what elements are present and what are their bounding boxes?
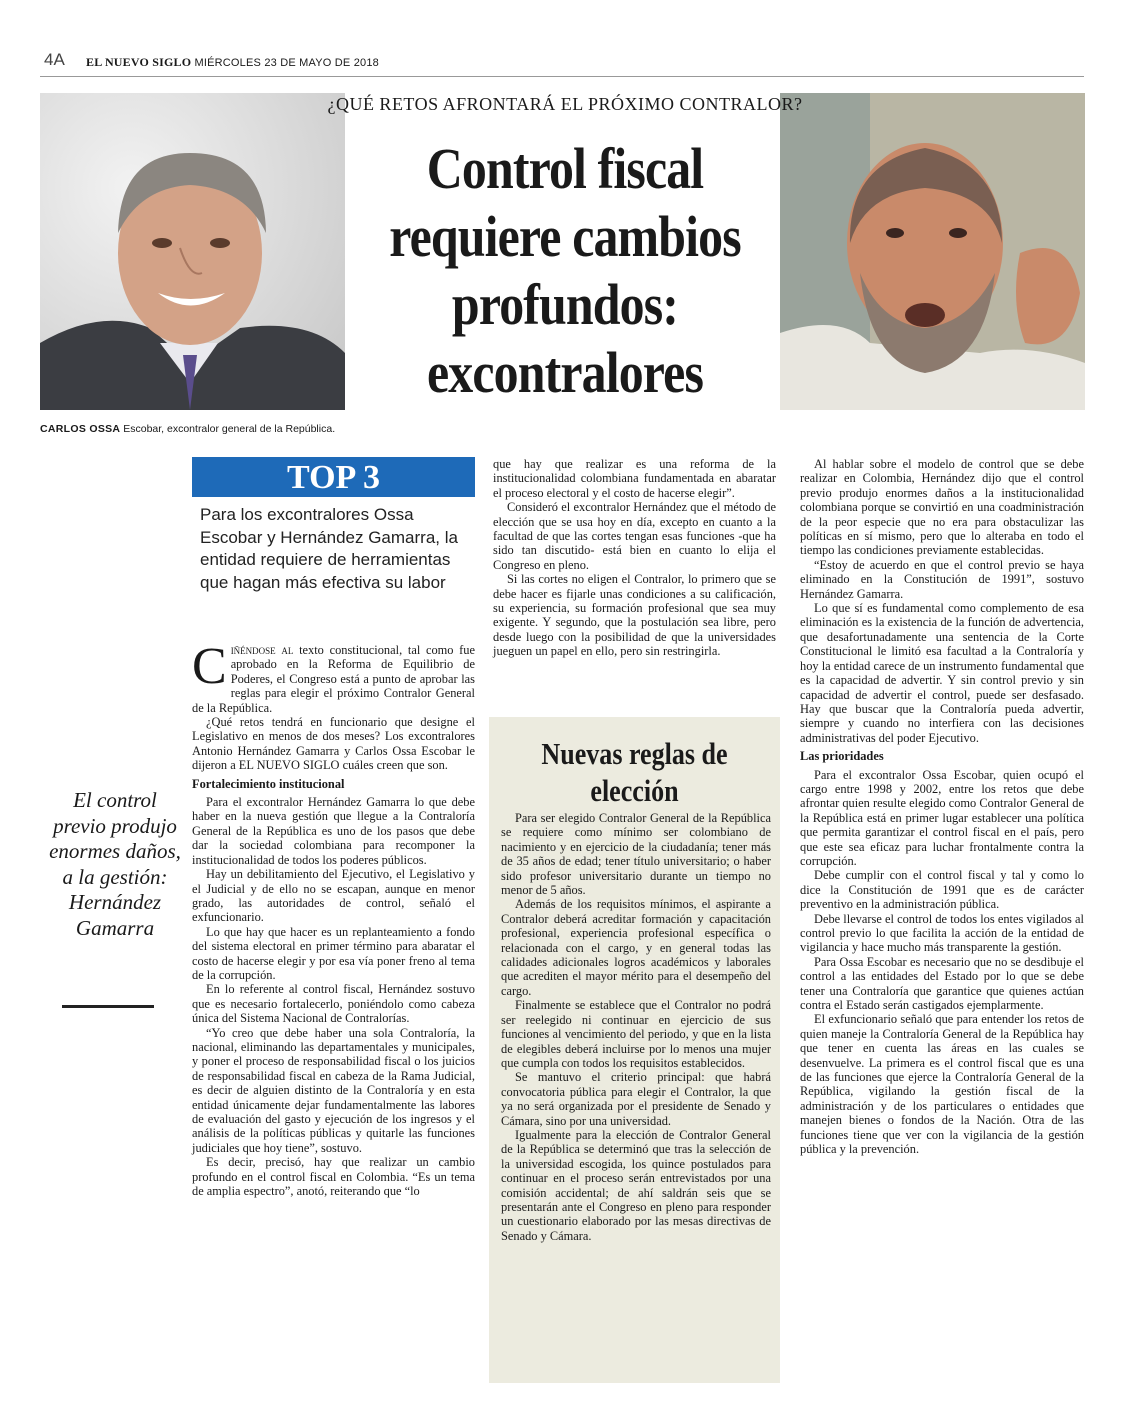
body-paragraph: Hay un debilitamiento del Ejecutivo, el Legislativo y el Judicial y de ello no se escapan, aunque en menor grado, las autoridades de control, señaló el exfuncionario. [192, 867, 475, 925]
sidebar-body [501, 811, 771, 1243]
caption-name: CARLOS OSSA [40, 423, 121, 435]
article-headline: Control fiscal requiere cambios profundos: excontralores [389, 136, 741, 405]
masthead [86, 55, 379, 70]
body-paragraph: Para el excontralor Hernández Gamarra lo que debe haber en la nueva gestión que llegue a la Contraloría General de la República es uno de los pasos que debe dar la sociedad colombiana para recomponer la institucionalidad de todos los poderes públicos. [192, 795, 475, 867]
pull-quote: El control previo produjo enormes daños, a la gestión: Hernández Gamarra [49, 788, 181, 940]
article-subdeck: Para los excontralores Ossa Escobar y Hernández Gamarra, la entidad requiere de herramientas que hagan más efectiva su labor [200, 505, 458, 592]
body-paragraph: Para Ossa Escobar es necesario que no se desdibuje el control a las entidades del Estado por lo que se debe tener una Contraloría que garantice que quienes actúan contra el Estado serán castigados ejemplarmente. [800, 954, 1084, 1013]
subhead-fortalecimiento: Fortalecimiento institucional [192, 776, 345, 791]
lead-paragraph [192, 638, 476, 715]
sidebar-title: Nuevas reglas de elección [541, 736, 728, 808]
pull-quote-rule [62, 1005, 154, 1008]
header-rule [40, 76, 1084, 77]
sidebar-paragraph: Además de los requisitos mínimos, el aspirante a Contralor deberá acreditar formación y capacitación profesional, experiencia profesional específica o relacionada con el cargo, y en general todas las calidades adicionales logros académicos y laborales que acrediten el mayor mérito para el desempeño del cargo. [501, 897, 771, 998]
top3-banner: TOP 3 [192, 457, 475, 497]
body-paragraph: ¿Qué retos tendrá en funcionario que designe el Legislativo en menos de dos meses? Los excontralores Antonio Hernández Gamarra y Carlos Ossa Escobar le dijeron a EL NUEVO SIGLO cuáles creen que son. [192, 715, 475, 773]
body-paragraph: El exfuncionario señaló que para entender los retos de quien maneje la Contraloría General de la República hay que tener en cuenta las áreas en las cuales se desenvuelve. La primera es el control fiscal que es una de las funciones que ejerce la Contraloría General de la República, vigilando la gestión fiscal de la administración y de los particulares o entidades que manejen bienes o fondos de la Nación. Otra de las funciones tiene que ver con la vigilancia de la gestión pública y la prevención. [800, 1012, 1084, 1157]
body-paragraph: Para el excontralor Ossa Escobar, quien ocupó el cargo entre 1998 y 2002, entre los retos que debe afrontar quien resulte elegido como Contralor General de la República está en primer lugar establecer una política que permita garantizar el control fiscal en el país, pero que este sea eficaz para luchar frontalmente contra la corrupción. [800, 767, 1084, 868]
photo-caption [40, 423, 335, 435]
lead-text: texto constitucional, tal como fue aprobado en la Reforma de Equilibrio de Poderes, el Congreso está a punto de aprobar las reglas para elegir el próximo Contralor General de la República. [192, 643, 476, 715]
page-folio: 4A [44, 50, 65, 69]
sidebar-paragraph: Finalmente se establece que el Contralor no podrá ser reelegido ni continuar en ejercicio de sus funciones al vencimiento del periodo, y que en la lista de elegibles deberá incluirse por lo menos una mujer que cumpla con todos los requisitos establecidos. [501, 998, 771, 1070]
drop-cap: C [192, 638, 227, 695]
lead-smallcaps: iñéndose al [230, 643, 294, 657]
body-paragraph: Debe cumplir con el control fiscal y tal y como lo dice la Constitución de 1991 que es de carácter preventivo en la administración pública. [800, 868, 1084, 912]
subhead-prioridades: Las prioridades [800, 749, 884, 764]
article-kicker: ¿QUÉ RETOS AFRONTARÁ EL PRÓXIMO CONTRALOR? [327, 94, 803, 114]
body-paragraph: “Estoy de acuerdo en que el control previo se haya eliminado en la Constitución de 1991”, sostuvo Hernández Gamarra. [800, 557, 1084, 601]
column-2 [493, 457, 776, 659]
column-3 [800, 457, 1084, 1157]
body-paragraph: Lo que hay que hacer es un replanteamiento a fondo del sistema electoral en primer término para abaratar el costo de hacerse elegir y por esa vía poner freno al tema de la corrupción. [192, 924, 475, 982]
photo-hernandez-gamarra [780, 93, 1085, 410]
issue-date: MIÉRCOLES 23 DE MAYO DE 2018 [194, 57, 379, 69]
sidebar-paragraph: Para ser elegido Contralor General de la República se requiere como mínimo ser colombiano de nacimiento y en ejercicio de la ciudadanía; tener más de 35 años de edad; tener título universitario; o haber sido profesor universitario durante un tiempo no menor de 5 años. [501, 811, 771, 898]
body-paragraph: Debe llevarse el control de todos los entes vigilados al control previo lo que facilita la acción de la entidad de vigilancia y hace mucho más transparente la gestión. [800, 911, 1084, 955]
sidebar-paragraph: Se mantuvo el criterio principal: que habrá convocatoria pública para elegir el Contralor, la que ya no será organizada por el presidente de Senado y Cámara, sino por una universidad. [501, 1070, 771, 1128]
body-paragraph: Lo que sí es fundamental como complemento de esa eliminación es la existencia de la función de advertencia, que desafortunadamente una sentencia de la Corte Constitucional le limitó esa facultad a la Contraloría y hoy la entidad carece de un instrumento fundamental que es la capacidad de advertir. Y sin control previo y sin capacidad de advertir el control, puede ser desfasado. Hay que buscar que la Contraloría pueda advertir, siempre y cuando no interfiera con las decisiones administrativas del poder Ejecutivo. [800, 601, 1084, 745]
body-paragraph: Al hablar sobre el modelo de control que se debe realizar en Colombia, Hernández dijo que el control previo produjo enormes daños a la institucionalidad colombiana porque se convirtió en una coadministración de la peor especie que no era para obstaculizar las políticas en sí mismo, pero que lo alteraba en todo el tiempo las condiciones previamente establecidas. [800, 457, 1084, 558]
body-paragraph: Es decir, precisó, hay que realizar un cambio profundo en el control fiscal en Colombia. “Es un tema de amplia espectro”, anotó, reiterando que “lo [192, 1155, 475, 1199]
body-paragraph: Consideró el excontralor Hernández que el método de elección que se usa hoy en día, excepto en cuanto a la facultad de que las cortes tengan esas funciones -que ha sido tan discutido- está bien en cuanto lo elija el Congreso en pleno. [493, 500, 776, 572]
body-paragraph: En lo referente al control fiscal, Hernández sostuvo que es necesario fortalecerlo, poniéndolo como cabeza única del Sistema Nacional de Contralorías. [192, 982, 475, 1026]
paper-name: EL NUEVO SIGLO [86, 55, 192, 69]
photo-carlos-ossa [40, 93, 345, 410]
body-paragraph: “Yo creo que debe haber una sola Contraloría, la nacional, eliminando las departamentales y municipales, y poner el proceso de responsabilidad fiscal o los juicios de responsabilidad fiscal en cabeza de la Rama Judicial, es decir de alguien distinto de la Contraloría y en esta entidad únicamente dejar fundamentalmente las labores de evaluación del gasto y ejecución de los ingresos y el análisis de la políticas públicas y quitarle las funciones judiciales que hoy tiene”, sostuvo. [192, 1025, 475, 1155]
sidebar-paragraph: Igualmente para la elección de Contralor General de la República se determinó que tras la selección de la universidad escogida, los quince postulados para continuar en el proceso serán entrevistados por una comisión accidental; de ahí saldrán seis que se presentarán ante el Congreso en pleno para responder un cuestionario elaborado por las mesas directivas de Senado y Cámara. [501, 1127, 771, 1243]
caption-text: Escobar, excontralor general de la República. [120, 423, 336, 435]
body-paragraph: que hay que realizar es una reforma de la institucionalidad colombiana fundamentada en abaratar el proceso electoral y el costo de hacerse elegir”. [493, 457, 776, 500]
column-1 [192, 638, 476, 1199]
body-paragraph: Si las cortes no eligen el Contralor, lo primero que se debe hacer es fijarle unas condiciones a su calificación, su experiencia, su formación profesional que sea muy exigente. Y segundo, que la postulación sea libre, pero desde luego con la posibilidad de que la universidades jueguen un papel en ello, pero sin restringirla. [493, 572, 776, 659]
